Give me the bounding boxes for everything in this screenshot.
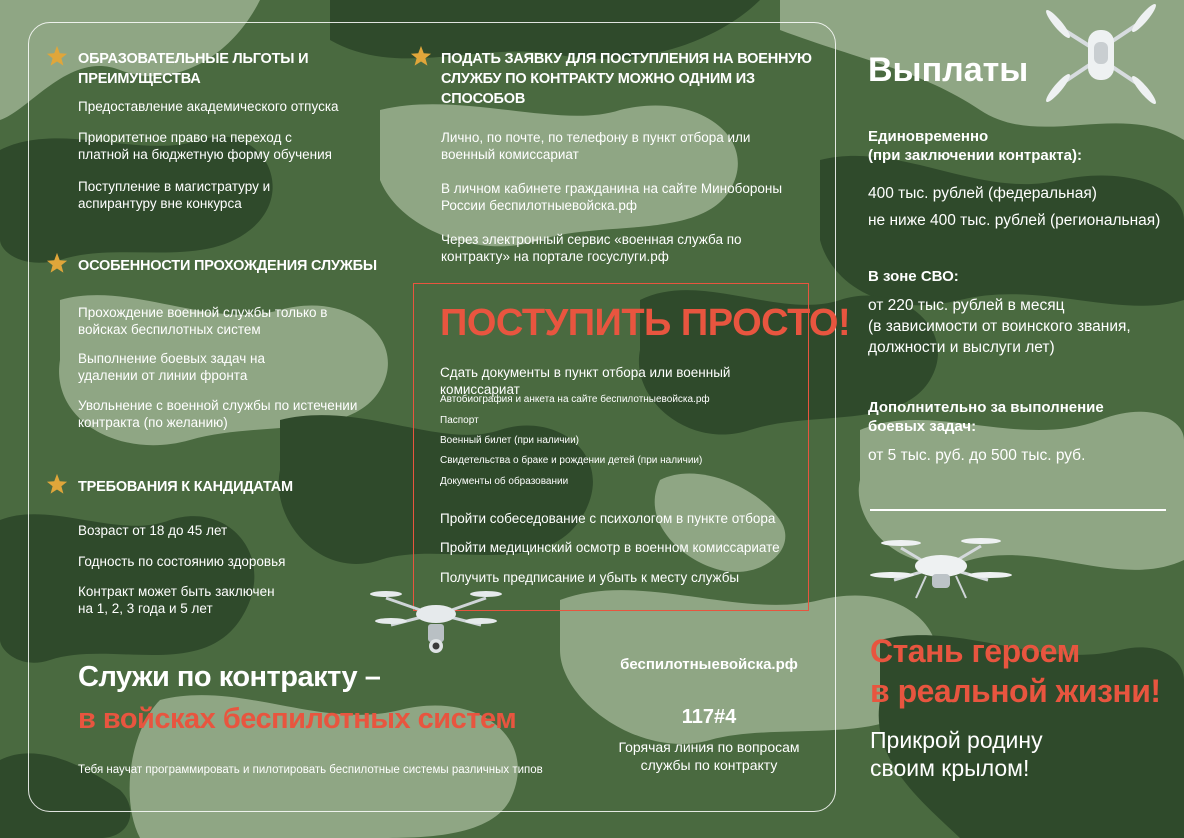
drone-icon <box>366 580 506 660</box>
benefits-title: ОБРАЗОВАТЕЛЬНЫЕ ЛЬГОТЫ И ПРЕИМУЩЕСТВА <box>78 51 309 87</box>
apply-title-line: СЛУЖБУ ПО КОНТРАКТУ МОЖНО ОДНИМ ИЗ СПОСОБОВ <box>441 71 755 107</box>
drone-icon <box>1036 2 1166 110</box>
svo-value: должности и выслуги лет) <box>868 339 1055 356</box>
requirement-item: Контракт может быть заключен на 1, 2, 3 года и 5 лет <box>78 584 275 616</box>
star-icon <box>410 45 432 67</box>
extra-title-line: Дополнительно за выполнение <box>868 399 1104 416</box>
service-item: Прохождение военной службы только в войсках беспилотных систем <box>78 305 328 337</box>
svo-values <box>868 295 1168 358</box>
hero-line2: в реальной жизни! <box>870 673 1161 709</box>
hotline-label <box>600 738 818 774</box>
lump-title-line: (при заключении контракта): <box>868 147 1082 164</box>
svo-value: от 220 тыс. рублей в месяц <box>868 297 1065 314</box>
service-title: ОСОБЕННОСТИ ПРОХОЖДЕНИЯ СЛУЖБЫ <box>78 258 377 274</box>
svo-title: В зоне СВО: <box>868 268 959 285</box>
requirement-item: Годность по состоянию здоровья <box>78 554 286 569</box>
slogan-subtitle: Тебя научат программировать и пилотировать беспилотные системы различных типов <box>78 764 543 776</box>
document-item: Паспорт <box>440 415 479 426</box>
star-icon <box>46 473 68 495</box>
hero-line1: Стань героем <box>870 633 1080 669</box>
apply-item: Через электронный сервис «военная служба по контракту» на портале госуслуги.рф <box>441 232 742 264</box>
drone-icon <box>866 528 1016 608</box>
cta-step: Пройти собеседование с психологом в пункте отбора <box>440 511 776 526</box>
divider <box>870 509 1166 511</box>
apply-item: В личном кабинете гражданина на сайте Минобороны России беспилотныевойска.рф <box>441 181 783 213</box>
benefit-item: Поступление в магистратуру и аспирантуру вне конкурса <box>78 179 271 211</box>
service-item: Увольнение с военной службы по истечении контракта (по желанию) <box>78 398 358 430</box>
extra-title-line: боевых задач: <box>868 418 977 435</box>
svo-value: (в зависимости от воинского звания, <box>868 318 1131 335</box>
lump-value: 400 тыс. рублей (федеральная) <box>868 185 1097 202</box>
hero-sub-line: Прикрой родину <box>870 727 1043 753</box>
extra-value: от 5 тыс. руб. до 500 тыс. руб. <box>868 447 1086 464</box>
apply-title <box>441 49 821 109</box>
lump-values <box>868 180 1178 234</box>
cta-title: ПОСТУПИТЬ ПРОСТО! <box>440 302 851 344</box>
cta-step: Сдать документы в пункт отбора или военный комиссариат <box>440 365 731 397</box>
cta-step: Получить предписание и убыть к месту службы <box>440 570 740 585</box>
lump-value: не ниже 400 тыс. рублей (региональная) <box>868 212 1161 229</box>
hero-sub <box>870 726 1043 782</box>
benefit-item: Приоритетное право на переход с платной на бюджетную форму обучения <box>78 130 332 162</box>
lump-title <box>868 127 1082 165</box>
requirements-title: ТРЕБОВАНИЯ К КАНДИДАТАМ <box>78 479 293 495</box>
hotline-label-line: службы по контракту <box>640 757 778 773</box>
requirement-item: Возраст от 18 до 45 лет <box>78 523 228 538</box>
payments-title: Выплаты <box>868 51 1029 89</box>
cta-step: Пройти медицинский осмотр в военном комиссариате <box>440 540 780 555</box>
apply-title-line: ПОДАТЬ ЗАЯВКУ ДЛЯ ПОСТУПЛЕНИЯ НА ВОЕННУЮ <box>441 51 812 67</box>
apply-item: Лично, по почте, по телефону в пункт отбора или военный комиссариат <box>441 130 751 162</box>
benefit-item: Предоставление академического отпуска <box>78 99 339 114</box>
slogan-line2: в войсках беспилотных систем <box>78 703 517 735</box>
hotline-label-line: Горячая линия по вопросам <box>618 739 800 755</box>
star-icon <box>46 252 68 274</box>
star-icon <box>46 45 68 67</box>
site-link[interactable]: беспилотныевойска.рф <box>620 656 798 673</box>
document-item: Автобиография и анкета на сайте беспилотныевойска.рф <box>440 394 710 405</box>
service-item: Выполнение боевых задач на удалении от линии фронта <box>78 351 265 383</box>
document-item: Документы об образовании <box>440 476 569 487</box>
lump-title-line: Единовременно <box>868 128 989 145</box>
hotline-number[interactable]: 117#4 <box>681 706 737 728</box>
slogan-line1: Служи по контракту – <box>78 661 381 693</box>
hero-sub-line: своим крылом! <box>870 755 1030 781</box>
document-item: Свидетельства о браке и рождении детей (при наличии) <box>440 455 703 466</box>
extra-title <box>868 398 1104 436</box>
document-item: Военный билет (при наличии) <box>440 435 580 446</box>
